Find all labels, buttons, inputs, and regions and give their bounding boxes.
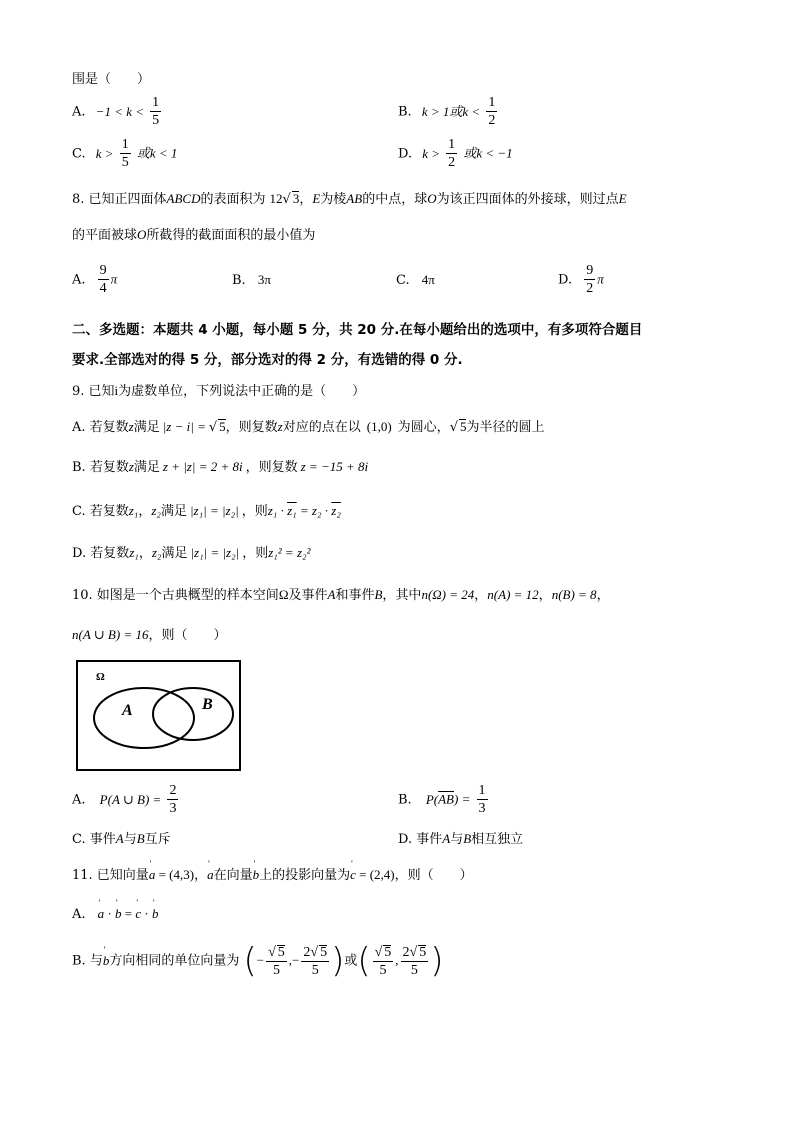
option-label: A. (72, 104, 86, 120)
denominator: 4 (99, 281, 107, 296)
text: 在向量 (213, 868, 253, 883)
text: 对应的点在以 (282, 420, 361, 435)
math: z₁ · (267, 503, 288, 518)
math: E (618, 191, 627, 206)
text: 为圆心， (397, 420, 450, 435)
q10-stem-line2 (72, 624, 227, 643)
fraction (477, 784, 488, 816)
text: 的表面积为 (200, 192, 266, 207)
math: E (312, 191, 321, 206)
math: n(B) = 8 (551, 587, 597, 602)
math: · (104, 906, 116, 921)
q9-option-b (72, 456, 368, 475)
q8-option-b (232, 272, 271, 288)
option-expr: k > (95, 145, 114, 161)
math-sqrt: 5 (219, 419, 226, 434)
math: 4π (421, 272, 435, 287)
option-label: A. (72, 272, 86, 288)
numerator: 1 (478, 783, 486, 798)
q11-option-a (72, 906, 158, 922)
option-label: C. (396, 273, 410, 288)
math: π (597, 271, 604, 287)
denominator: 5 (379, 962, 387, 978)
text: 方向相同的单位向量为 (109, 953, 240, 969)
math-conjugate: z₂ (331, 503, 341, 518)
math: O (137, 227, 147, 242)
numerator: 2 (169, 783, 177, 798)
q9-option-c (72, 500, 341, 519)
option-expr: k > (422, 145, 441, 161)
text: ， (474, 588, 488, 603)
q10-option-c (72, 828, 171, 847)
math-conjugate: z₁ (287, 503, 297, 518)
section-heading-line2: 要求.全部选对的得 5 分，部分选对的得 2 分，有选错的得 0 分. (72, 352, 463, 368)
text: 满足 (160, 504, 187, 519)
text: 为虚数单位，下列说法中正确的是（ ） (118, 384, 366, 399)
math: |z₁| = |z₂| (189, 503, 239, 518)
q10-option-d (398, 828, 523, 847)
venn-omega-label: Ω (96, 671, 105, 683)
q7-option-a (72, 96, 163, 128)
q7-option-d (398, 138, 513, 170)
text: 为该正四面体的外接球，则过点 (436, 192, 619, 207)
text: 为半径的圆上 (466, 420, 545, 435)
math: z₁² = z₂² (268, 545, 311, 560)
text: 与 (450, 832, 464, 847)
math: ,− (288, 952, 300, 968)
vector-b: ' b (103, 953, 110, 969)
fraction (167, 784, 178, 816)
math: A (115, 831, 124, 846)
text: D. 若复数 (72, 546, 130, 561)
text: ， (538, 588, 552, 603)
numerator-coef: 2 (402, 944, 410, 960)
fraction (486, 96, 497, 128)
vector-b: ' b (152, 906, 159, 922)
text: ， (194, 868, 208, 883)
numerator: 5 (320, 944, 328, 960)
math: z₁ (129, 545, 139, 560)
numerator: 9 (586, 263, 594, 278)
right-paren: ) (430, 941, 444, 981)
text: 及事件 (288, 588, 328, 603)
option-expr: −1 < k < (95, 103, 145, 119)
text: 满足 (161, 546, 188, 561)
text: ，则复数 (245, 460, 298, 475)
text: 为棱 (320, 192, 347, 207)
math: |z − i| = (162, 419, 206, 434)
q11-stem (72, 864, 473, 883)
math: i (114, 383, 119, 398)
fraction (584, 264, 595, 296)
math: P( (425, 791, 439, 807)
option-expr-tail: 或k < −1 (463, 145, 513, 161)
q8-option-a (72, 264, 117, 296)
math: z (128, 419, 134, 434)
text: ，则 (241, 504, 268, 519)
numerator: 1 (121, 137, 129, 152)
text: D. 事件 (398, 832, 443, 847)
math-sqrt: 3 (292, 191, 300, 206)
math: = (121, 906, 136, 921)
q11-option-b (72, 941, 444, 981)
math: A (442, 831, 451, 846)
math: z + |z| = 2 + 8i (162, 459, 243, 474)
math: |z₁| = |z₂| (190, 545, 240, 560)
option-expr-tail: 或k < 1 (136, 145, 178, 161)
numerator: 1 (488, 95, 496, 110)
text: 和事件 (335, 588, 375, 603)
text: C. 若复数 (72, 504, 129, 519)
fraction: $\frac{2√ 5}{5}$ (402, 944, 427, 978)
option-label: B. (232, 273, 246, 288)
math: AB (346, 191, 363, 206)
q8-stem-line2 (72, 224, 315, 243)
math: (1,0) (366, 419, 392, 434)
math: A (327, 587, 336, 602)
denominator: 5 (410, 962, 418, 978)
text: ， (596, 588, 610, 603)
option-label: D. (398, 146, 413, 162)
vector-b: ' b (253, 867, 260, 883)
text: 与 (123, 832, 137, 847)
text: 互斥 (144, 832, 171, 847)
math: π (110, 271, 118, 287)
math: O (427, 191, 437, 206)
left-paren: ( (243, 941, 257, 981)
text: B. 若复数 (72, 460, 129, 475)
option-label: B. (398, 104, 412, 120)
q7-stem-tail: 围是（ ） (72, 72, 151, 87)
section-heading-line1: 二、多选题：本题共 4 小题，每小题 5 分，共 20 分.在每小题给出的选项中，有多项符合题目 (72, 322, 643, 338)
text: 满足 (133, 420, 160, 435)
numerator: 1 (448, 137, 456, 152)
right-paren: ) (331, 941, 345, 981)
venn-diagram (76, 660, 242, 772)
text: 9. 已知 (72, 384, 115, 399)
text: 相互独立 (471, 832, 524, 847)
option-label: A. (72, 907, 86, 922)
math: , (395, 952, 399, 968)
q9-option-d (72, 542, 310, 561)
fraction (120, 138, 131, 170)
numerator: 9 (99, 263, 107, 278)
text: C. 事件 (72, 832, 116, 847)
denominator: 3 (169, 801, 177, 816)
math: 12 (269, 191, 283, 206)
denominator: 3 (478, 801, 486, 816)
numerator: 5 (384, 944, 392, 960)
text: ， (299, 192, 313, 207)
math: n(A ∪ B) = 16 (72, 627, 149, 642)
denominator: 2 (586, 281, 594, 296)
vector-c: ' c (135, 906, 141, 922)
vector-a: ' a (207, 867, 214, 883)
option-label: D. (558, 272, 573, 288)
math: ) = (454, 791, 471, 807)
fraction (150, 96, 161, 128)
q10-option-b (398, 784, 490, 816)
text: ，其中 (382, 588, 422, 603)
text: B. 与 (72, 953, 103, 969)
math: z (277, 419, 283, 434)
text: ，则复数 (225, 420, 278, 435)
math: z₂ (151, 545, 162, 560)
math-complement: $\overline{AB}$ (438, 791, 454, 807)
vector-b: ' b (115, 906, 122, 922)
text: ， (138, 546, 152, 561)
fraction: $\frac{√ 5}{5}$ (374, 944, 392, 978)
q9-option-a: A. 若复数z满足 |z − i| = √ 5，则复数z对应的点在以 (1,0) 为圆心，√ 5为半径的圆上 (72, 419, 545, 435)
denominator: 5 (311, 962, 319, 978)
fraction: $\frac{√ 5}{5}$ (268, 944, 285, 978)
text: ，则（ ） (394, 868, 473, 883)
math: B (374, 587, 383, 602)
denominator: 2 (488, 113, 496, 128)
q7-option-b (398, 96, 499, 128)
option-expr: k > 1或k < (421, 103, 481, 119)
text: 10. 如图是一个古典概型的样本空间 (72, 588, 279, 603)
fraction (98, 264, 109, 296)
option-label: A. (72, 792, 86, 808)
numerator: 1 (152, 95, 160, 110)
venn-a-label: A (122, 702, 133, 719)
text: 8. 已知正四面体 (72, 192, 167, 207)
math: z₁ (128, 503, 139, 518)
math: Ω (278, 587, 289, 602)
text: ，则（ ） (148, 628, 227, 643)
math: z₂ (151, 503, 161, 518)
vector-c: ' c (350, 867, 356, 883)
math: P(A ∪ B) = (99, 791, 162, 807)
numerator: 5 (419, 944, 427, 960)
text: ， (138, 504, 152, 519)
option-label: C. (72, 146, 86, 162)
denominator: 2 (448, 155, 456, 170)
vector-a: ' a (98, 906, 105, 922)
math: 3π (257, 272, 271, 287)
q8-option-d (558, 264, 604, 296)
fraction: $\frac{2√ 5}{5}$ (303, 944, 328, 978)
text: 11. 已知向量 (72, 868, 149, 883)
math-sqrt: 5 (459, 419, 467, 434)
q8-stem-line1: 8. 已知正四面体ABCD的表面积为 12√ 3，E为棱AB的中点，球O为该正四面体的外接球，则过点E (72, 191, 627, 207)
venn-b-label: B (202, 696, 213, 713)
vector-a: ' a (149, 867, 156, 883)
math: − (256, 952, 265, 968)
numerator-coef: 2 (303, 944, 311, 960)
text: 满足 (133, 460, 160, 475)
math: = (2,4) (355, 867, 395, 882)
q7-option-c (72, 138, 177, 170)
text: 所截得的截面面积的最小值为 (146, 228, 316, 243)
math: ABCD (166, 191, 201, 206)
text: 或 (344, 953, 358, 969)
q9-stem (72, 380, 365, 399)
fraction (446, 138, 457, 170)
math: z = −15 + 8i (300, 459, 369, 474)
math: B (463, 831, 472, 846)
denominator: 5 (152, 113, 160, 128)
text: ，则 (242, 546, 269, 561)
q10-stem-line1 (72, 584, 610, 603)
option-label: B. (398, 792, 412, 808)
math: n(Ω) = 24 (421, 587, 475, 602)
denominator: 5 (121, 155, 129, 170)
text: 的中点，球 (362, 192, 428, 207)
left-paren: ( (357, 941, 371, 981)
numerator: 5 (277, 944, 285, 960)
denominator: 5 (272, 962, 280, 978)
q10-option-a (72, 784, 180, 816)
text: 的平面被球 (72, 228, 138, 243)
math: · (141, 906, 152, 921)
math: B (136, 831, 145, 846)
q8-option-c (396, 272, 435, 288)
text: 上的投影向量为 (259, 868, 351, 883)
text: A. 若复数 (72, 420, 129, 435)
math: n(A) = 12 (487, 587, 539, 602)
math: = z₂ · (296, 503, 332, 518)
math: z (128, 459, 134, 474)
math: = (4,3) (155, 867, 195, 882)
